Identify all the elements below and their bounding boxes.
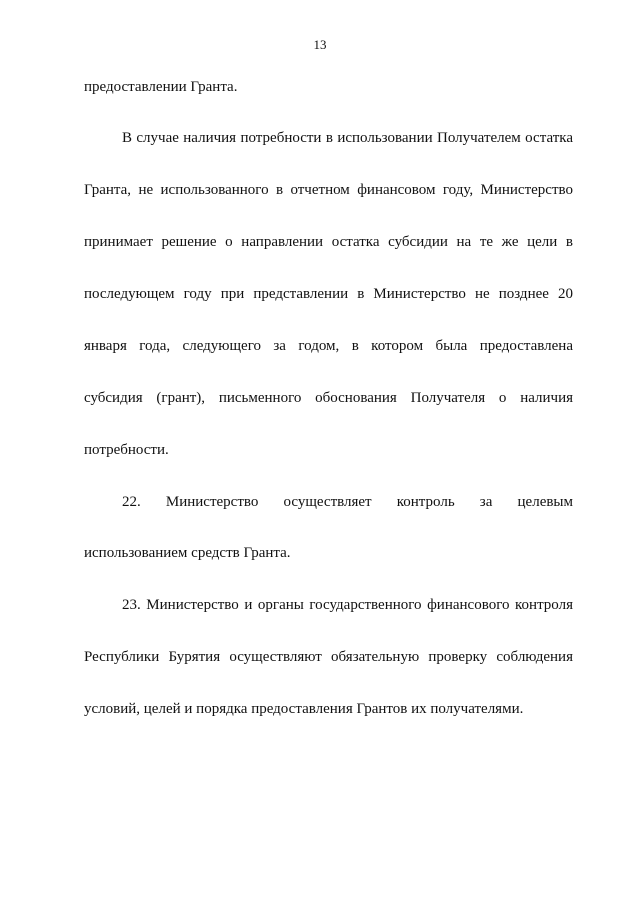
text-line: субсидия (грант), письменного обоснования Получателя о наличия xyxy=(84,390,573,406)
text-line: принимает решение о направлении остатка субсидии на те же цели в xyxy=(84,234,573,250)
text-line: Гранта, не использованного в отчетном финансовом году, Министерство xyxy=(84,182,573,198)
paragraph-first-line: 23. Министерство и органы государственного финансового контроля xyxy=(122,597,573,613)
text-line: использованием средств Гранта. xyxy=(84,545,291,561)
text-line: условий, целей и порядка предоставления Грантов их получателями. xyxy=(84,701,524,717)
text-line: последующем году при представлении в Министерство не позднее 20 xyxy=(84,286,573,302)
text-line: Республики Бурятия осуществляют обязательную проверку соблюдения xyxy=(84,649,573,665)
paragraph-first-line: 22. Министерство осуществляет контроль за целевым xyxy=(122,494,573,510)
page-number: 13 xyxy=(313,37,327,52)
paragraph-first-line: В случае наличия потребности в использовании Получателем остатка xyxy=(122,130,573,146)
text-line: потребности. xyxy=(84,442,169,458)
text-line: предоставлении Гранта. xyxy=(84,79,238,95)
text-line: января года, следующего за годом, в котором была предоставлена xyxy=(84,338,573,354)
